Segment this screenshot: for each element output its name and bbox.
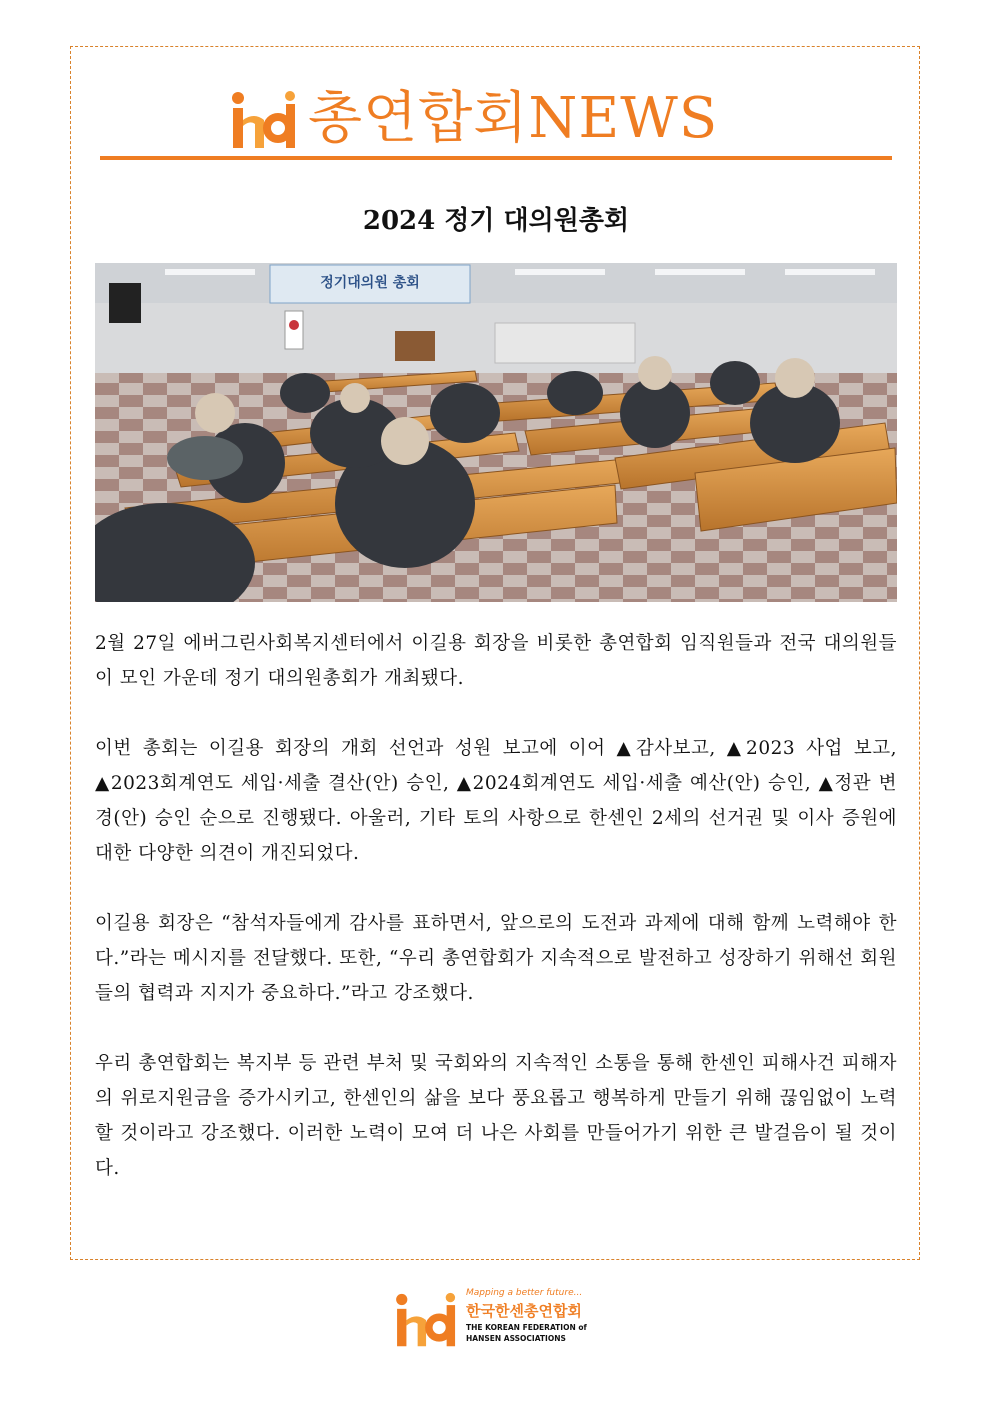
- paragraph-1: 2월 27일 에버그린사회복지센터에서 이길용 회장을 비롯한 총연합회 임직원들과 전국 대의원들이 모인 가운데 정기 대의원총회가 개최됐다.: [95, 633, 897, 689]
- hd-logo-icon: [230, 90, 300, 152]
- masthead: [100, 84, 892, 164]
- footer-org-english-2: HANSEN ASSOCIATIONS: [466, 1334, 566, 1343]
- hd-logo-icon: [392, 1292, 462, 1350]
- article-body: [95, 626, 897, 1221]
- footer-org-korean: 한국한센총연합회: [466, 1302, 582, 1320]
- masthead-rule: [100, 156, 892, 160]
- meeting-photo: [95, 263, 897, 602]
- masthead-title: 총연합회NEWS: [308, 86, 719, 151]
- paragraph-4: 우리 총연합회는 복지부 등 관련 부처 및 국회와의 지속적인 소통을 통해 한센인 피해사건 피해자의 위로지원금을 증가시키고, 한센인의 삶을 보다 풍요롭고 행복하게 만들기 위해 끊임없이 노력할 것이라고 강조했다. 이러한 노력이 모여 더 나은 사회를 만들어가기 위한 큰 발걸음이 될 것이다.: [95, 1053, 897, 1179]
- footer-logo: [392, 1288, 612, 1352]
- footer-org-english-1: THE KOREAN FEDERATION of: [466, 1323, 587, 1332]
- paragraph-2: 이번 총회는 이길용 회장의 개회 선언과 성원 보고에 이어 ▲감사보고, ▲2023 사업 보고, ▲2023회계연도 세입·세출 결산(안) 승인, ▲2024회계연도 세입·세출 예산(안) 승인, ▲정관 변경(안) 승인 순으로 진행됐다. 아울러, 기타 토의 사항으로 한센인 2세의 선거권 및 이사 증원에 대한 다양한 의견이 개진되었다.: [95, 738, 897, 864]
- article-title: 2024 정기 대의원총회: [362, 206, 630, 236]
- paragraph-3: 이길용 회장은 “참석자들에게 감사를 표하면서, 앞으로의 도전과 과제에 대해 함께 노력해야 한다.”라는 메시지를 전달했다. 또한, “우리 총연합회가 지속적으로 발전하고 성장하기 위해선 회원들의 협력과 지지가 중요하다.”라고 강조했다.: [95, 913, 897, 1004]
- banner-text: 정기대의원 총회: [320, 275, 420, 291]
- footer-tagline: Mapping a better future...: [466, 1288, 583, 1298]
